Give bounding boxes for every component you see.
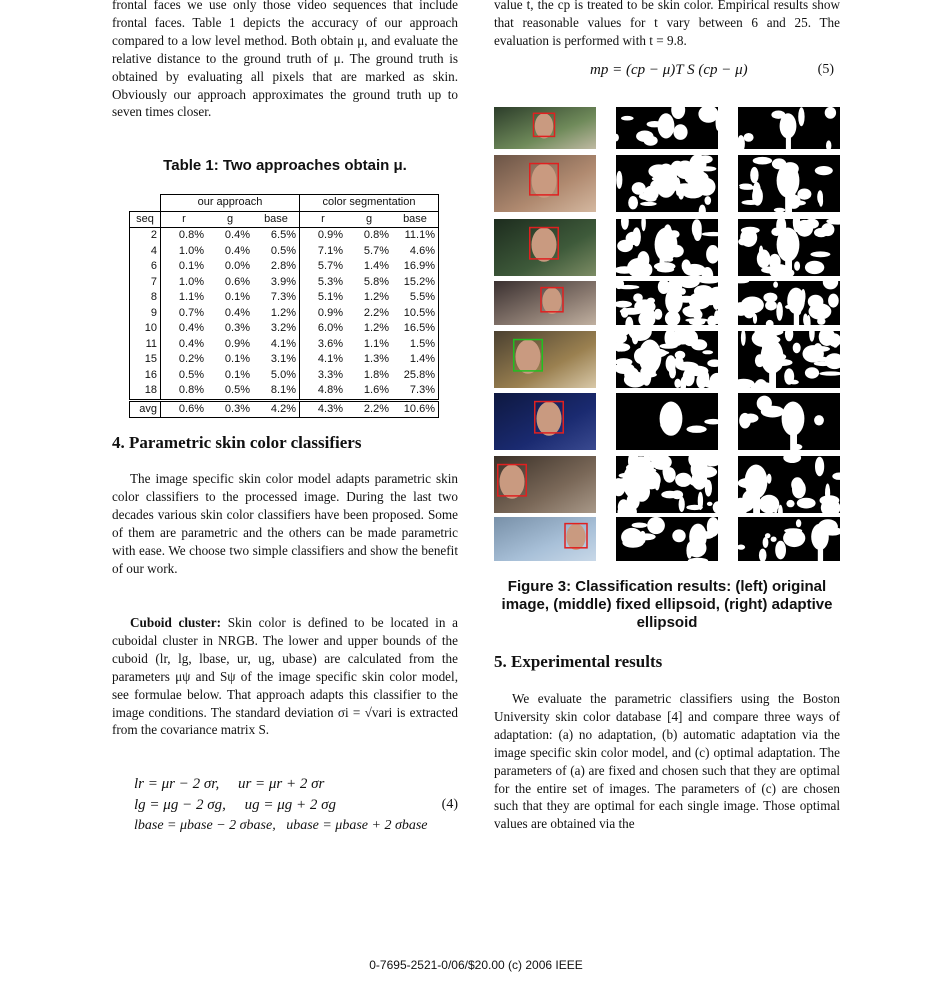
table-cell: 5.1% [317, 291, 343, 303]
eq4-number: (4) [441, 797, 458, 812]
cuboid-text: Skin color is defined to be located in a cuboidal cluster in NRGB. The lower and upper bounds of the cuboid (lr, lg, lbase, ur, ug, ubase) are calculated from the parameters μψ and Sψ of the image specific skin color model, see formulae below. That approach adapts this classifier to the image conditions. The standard deviation σi = √vari is extracted from the covariance matrix S. [112, 615, 459, 738]
table-cell: 0.5% [207, 383, 253, 400]
table-cell: 3.2% [253, 321, 300, 337]
table-cell: 11 [130, 337, 161, 353]
table-cell: 1.0% [178, 244, 204, 257]
table-cell: 25.8% [392, 368, 439, 384]
table-row [130, 352, 439, 368]
table-row [130, 290, 439, 306]
table-cell: 4.1% [317, 353, 343, 365]
table-cell: 5.7% [363, 244, 389, 257]
table-cell: 0.3% [224, 322, 250, 334]
section-5-title: 5. Experimental results [494, 652, 663, 671]
column-header: g [346, 211, 392, 228]
fixed-ellipsoid-result [616, 155, 718, 212]
column-header: r [161, 211, 208, 228]
table-cell: 0.4% [178, 322, 204, 334]
table-cell: 7 [130, 275, 161, 291]
table-cell: 16.9% [392, 259, 439, 275]
table-cell: 3.9% [253, 275, 300, 291]
table-cell: 4 [130, 244, 161, 260]
table-cell: 10 [130, 321, 161, 337]
table-row [130, 275, 439, 291]
table-header-row [130, 211, 439, 228]
column-header: r [300, 211, 347, 228]
table-cell: 1.2% [253, 306, 300, 322]
original-image [494, 517, 596, 561]
table-cell: 0.8% [363, 229, 389, 241]
table-corner-cell [130, 195, 161, 212]
table-avg-cell: 4.3% [300, 400, 347, 418]
column-header: base [253, 211, 300, 228]
table-cell: 1.1% [178, 291, 204, 303]
table-cell: 8.1% [253, 383, 300, 400]
table-cell: 15.2% [392, 275, 439, 291]
table-cell: 5.8% [363, 275, 389, 288]
table-cell: 1.4% [363, 260, 389, 272]
table-cell: 0.7% [178, 306, 204, 319]
column-header: seq [130, 211, 161, 228]
table-cell: 0.1% [224, 368, 250, 381]
adaptive-ellipsoid-result [738, 219, 840, 276]
table-cell: 1.6% [346, 383, 392, 400]
table-cell: 11.1% [392, 228, 439, 244]
table-cell: 0.6% [224, 275, 250, 288]
table-cell: 2.8% [253, 259, 300, 275]
table-cell: 0.1% [224, 353, 250, 365]
table-cell: 0.4% [224, 229, 250, 241]
table-cell: 7.3% [253, 290, 300, 306]
table-avg-cell: 0.6% [161, 400, 208, 418]
table-avg-cell: avg [130, 400, 161, 418]
fixed-ellipsoid-result [616, 393, 718, 450]
table-cell: 5.3% [317, 275, 343, 288]
table-avg-cell: 0.3% [207, 400, 253, 418]
figure-3-grid [494, 107, 840, 562]
table-cell: 3.6% [317, 337, 343, 350]
group-header-color-segmentation: color segmentation [300, 195, 439, 212]
results-table [129, 194, 439, 418]
table-cell: 7.1% [317, 244, 343, 257]
table-cell: 5.7% [317, 260, 343, 272]
table-cell: 6 [130, 259, 161, 275]
table-row [130, 337, 439, 353]
table-cell: 0.1% [224, 291, 250, 303]
table-cell: 1.2% [363, 291, 389, 303]
original-image [494, 456, 596, 513]
table-cell: 0.8% [161, 383, 208, 400]
table-cell: 1.8% [363, 368, 389, 381]
original-image [494, 281, 596, 325]
table-cell: 4.6% [392, 244, 439, 260]
table-cell: 6.0% [317, 322, 343, 334]
table-cell: 0.4% [224, 306, 250, 319]
table-cell: 1.0% [178, 275, 204, 288]
table-cell: 1.5% [392, 337, 439, 353]
figure-caption: Figure 3: Classification results: (left) original image, (middle) fixed ellipsoid, (right) adaptive ellipsoid [501, 578, 833, 631]
eq5-number: (5) [817, 62, 834, 77]
table-cell: 8 [130, 290, 161, 306]
table-row [130, 228, 439, 244]
table-cell: 18 [130, 383, 161, 400]
section-5-paragraph: We evaluate the parametric classifiers using the Boston University skin color database [4] and compare three ways of adaptation: (a) no adaptation, (b) automatic adaptation via the image specific skin color model, and (c) optimal adaptation. The parameters of (a) are fixed and chosen such that they are optimal for the entire set of images. The parameters of (c) are chosen such that they are optimal for each single image. Those optimal values are obtained via the [494, 691, 840, 832]
original-image [494, 107, 596, 149]
table-cell: 0.1% [178, 260, 204, 272]
cuboid-label: Cuboid cluster: [130, 615, 221, 630]
table-cell: 4.1% [253, 337, 300, 353]
fixed-ellipsoid-result [616, 456, 718, 513]
table-group-header-row [130, 195, 439, 212]
table-cell: 0.9% [317, 306, 343, 319]
right-intro-paragraph: value t, the cp is treated to be skin color. Empirical results show that reasonable values for t vary between 6 and 25. The evaluation is performed with t = 9.8. [494, 0, 840, 48]
fixed-ellipsoid-result [616, 281, 718, 325]
intro-paragraph: frontal faces we use only those video sequences that include frontal faces. Table 1 depicts the accuracy of our approach compared to a low level method. Both obtain μ, and evaluate the relative distance to the ground truth of μ. The ground truth is obtained by evaluating all pixels that are marked as skin. Obviously our approach approximates the ground truth up to seven times closer. [112, 0, 458, 120]
adaptive-ellipsoid-result [738, 456, 840, 513]
table-cell: 5.5% [392, 290, 439, 306]
table-cell: 3.1% [253, 352, 300, 368]
table-cell: 1.2% [363, 322, 389, 334]
table-avg-cell: 4.2% [253, 400, 300, 418]
table-cell: 3.3% [317, 368, 343, 381]
cuboid-paragraph [112, 614, 458, 739]
table-cell: 16.5% [392, 321, 439, 337]
original-image [494, 331, 596, 388]
table-cell: 2.2% [363, 306, 389, 319]
table-row [130, 321, 439, 337]
table-cell: 9 [130, 306, 161, 322]
adaptive-ellipsoid-result [738, 331, 840, 388]
table-cell: 1.1% [363, 337, 389, 350]
table-avg-cell: 10.6% [392, 400, 439, 418]
column-header: base [392, 211, 439, 228]
table-cell: 0.9% [317, 229, 343, 241]
table-cell: 0.4% [178, 337, 204, 350]
original-image [494, 219, 596, 276]
table-cell: 0.8% [178, 229, 204, 241]
table-cell: 0.4% [224, 244, 250, 257]
table-cell: 2 [130, 228, 161, 244]
table-row [130, 306, 439, 322]
table-cell: 0.9% [224, 337, 250, 350]
section-4-title: 4. Parametric skin color classifiers [112, 433, 362, 452]
column-header: g [207, 211, 253, 228]
equation-5: mp = (cp − μ)T S (cp − μ) [590, 62, 748, 78]
fixed-ellipsoid-result [616, 219, 718, 276]
table-cell: 4.8% [300, 383, 347, 400]
table-cell: 1.4% [392, 352, 439, 368]
table-cell: 0.2% [178, 353, 204, 365]
table-cell: 7.3% [392, 383, 439, 400]
table-cell: 10.5% [392, 306, 439, 322]
table-row [130, 368, 439, 384]
table-cell: 16 [130, 368, 161, 384]
group-header-our-approach: our approach [161, 195, 300, 212]
table-cell: 15 [130, 352, 161, 368]
eq4-line-1: lr = μr − 2 σr, ur = μr + 2 σr [134, 776, 325, 792]
page-footer: 0-7695-2521-0/06/$20.00 (c) 2006 IEEE [369, 958, 583, 972]
adaptive-ellipsoid-result [738, 107, 840, 149]
table-row [130, 244, 439, 260]
table-cell: 6.5% [253, 228, 300, 244]
table-cell: 0.5% [178, 368, 204, 381]
table-cell: 5.0% [253, 368, 300, 384]
adaptive-ellipsoid-result [738, 393, 840, 450]
fixed-ellipsoid-result [616, 331, 718, 388]
table-row [130, 259, 439, 275]
eq4-line-2: lg = μg − 2 σg, ug = μg + 2 σg [134, 797, 337, 813]
table-avg-cell: 2.2% [346, 400, 392, 418]
table-cell: 1.3% [363, 353, 389, 365]
table-cell: 0.5% [253, 244, 300, 260]
section-4-paragraph: The image specific skin color model adapts parametric skin color classifiers to the processed image. During the last two decades various skin color classifiers have been proposed. Some of them are parametric and the others can be made parametric with ease. We choose two simple classifiers and show the benefit of our work. [112, 471, 458, 576]
eq4-line-3: lbase = μbase − 2 σbase, ubase = μbase + 2 σbase [134, 818, 428, 833]
adaptive-ellipsoid-result [738, 517, 840, 561]
fixed-ellipsoid-result [616, 107, 718, 149]
adaptive-ellipsoid-result [738, 155, 840, 212]
table-avg-row [130, 400, 439, 418]
original-image [494, 155, 596, 212]
fixed-ellipsoid-result [616, 517, 718, 561]
original-image [494, 393, 596, 450]
table-row [130, 383, 439, 400]
table-cell: 0.0% [224, 260, 250, 272]
adaptive-ellipsoid-result [738, 281, 840, 325]
table-caption: Table 1: Two approaches obtain μ. [163, 157, 407, 174]
